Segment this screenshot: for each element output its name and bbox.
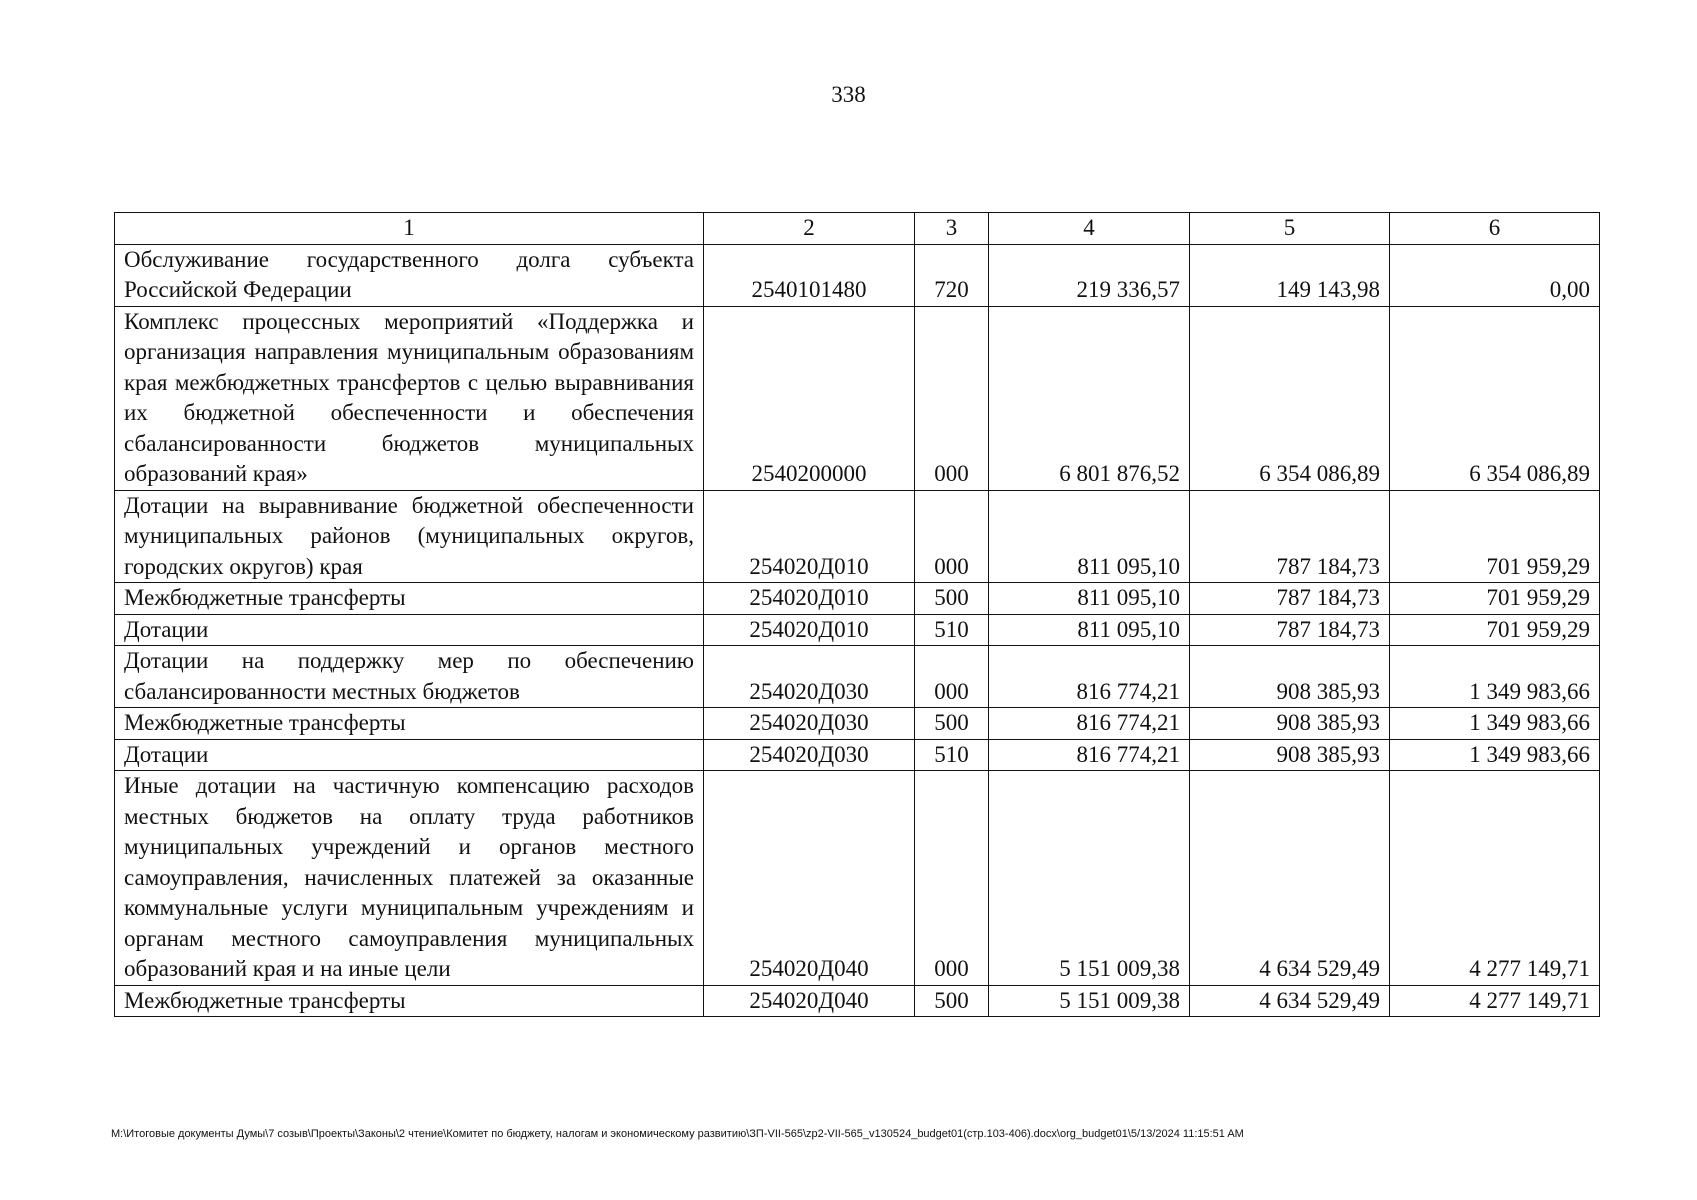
row-value-2: 4 634 529,49 — [1190, 771, 1390, 986]
row-name: Дотации на поддержку мер по обеспечению сбалансированности местных бюджетов — [115, 646, 704, 708]
table-row — [115, 614, 1600, 646]
row-value-2: 908 385,93 — [1190, 646, 1390, 708]
row-value-1: 811 095,10 — [989, 614, 1190, 646]
row-value-3: 1 349 983,66 — [1390, 739, 1600, 771]
row-value-1: 5 151 009,38 — [989, 771, 1190, 986]
row-code: 254020Д040 — [704, 985, 915, 1017]
row-type: 720 — [915, 244, 989, 306]
row-type: 000 — [915, 646, 989, 708]
row-name: Дотации на выравнивание бюджетной обеспеченности муниципальных районов (муниципальных округов, городских округов) края — [115, 490, 704, 583]
row-type: 510 — [915, 739, 989, 771]
row-value-2: 787 184,73 — [1190, 490, 1390, 583]
row-value-2: 6 354 086,89 — [1190, 306, 1390, 490]
row-value-3: 1 349 983,66 — [1390, 708, 1600, 740]
row-type: 500 — [915, 985, 989, 1017]
row-type: 500 — [915, 583, 989, 615]
row-value-1: 816 774,21 — [989, 646, 1190, 708]
header-cell-4: 4 — [989, 213, 1190, 245]
row-type: 000 — [915, 490, 989, 583]
row-code: 254020Д010 — [704, 614, 915, 646]
row-value-3: 6 354 086,89 — [1390, 306, 1600, 490]
header-cell-1: 1 — [115, 213, 704, 245]
table-row — [115, 306, 1600, 490]
row-type: 500 — [915, 708, 989, 740]
row-value-2: 908 385,93 — [1190, 739, 1390, 771]
row-name: Дотации — [115, 739, 704, 771]
row-code: 254020Д010 — [704, 490, 915, 583]
row-value-3: 0,00 — [1390, 244, 1600, 306]
row-value-1: 811 095,10 — [989, 583, 1190, 615]
row-value-1: 5 151 009,38 — [989, 985, 1190, 1017]
budget-table — [114, 212, 1600, 1017]
row-name: Межбюджетные трансферты — [115, 985, 704, 1017]
row-code: 254020Д010 — [704, 583, 915, 615]
table-row — [115, 490, 1600, 583]
page-number: 338 — [831, 82, 866, 107]
row-name: Иные дотации на частичную компенсацию расходов местных бюджетов на оплату труда работников муниципальных учреждений и органов местного самоуправления, начисленных платежей за оказанные коммунальные услуги муниципальным учреждениям и органам местного самоуправления муниципальных образований края и на иные цели — [115, 771, 704, 986]
row-value-3: 701 959,29 — [1390, 614, 1600, 646]
table-row — [115, 583, 1600, 615]
table-row — [115, 646, 1600, 708]
row-value-1: 6 801 876,52 — [989, 306, 1190, 490]
row-name: Межбюджетные трансферты — [115, 708, 704, 740]
table-row — [115, 708, 1600, 740]
header-cell-2: 2 — [704, 213, 915, 245]
row-name: Межбюджетные трансферты — [115, 583, 704, 615]
header-cell-6: 6 — [1390, 213, 1600, 245]
document-file-path: M:\Итоговые документы Думы\7 созыв\Проекты\Законы\2 чтение\Комитет по бюджету, налогам и экономическому развитию\ЗП-VII-565\zp2-VII-565_v130524_budget01(стр.103-406).docx\org_budget01\5/13/2024 11:15:51 AM — [111, 1128, 1244, 1140]
row-value-3: 4 277 149,71 — [1390, 771, 1600, 986]
row-value-1: 816 774,21 — [989, 739, 1190, 771]
row-value-3: 1 349 983,66 — [1390, 646, 1600, 708]
row-value-2: 908 385,93 — [1190, 708, 1390, 740]
row-type: 510 — [915, 614, 989, 646]
header-cell-3: 3 — [915, 213, 989, 245]
table-row — [115, 985, 1600, 1017]
row-value-2: 787 184,73 — [1190, 583, 1390, 615]
table-row — [115, 244, 1600, 306]
row-name: Обслуживание государственного долга субъекта Российской Федерации — [115, 244, 704, 306]
header-cell-5: 5 — [1190, 213, 1390, 245]
row-type: 000 — [915, 771, 989, 986]
row-value-1: 816 774,21 — [989, 708, 1190, 740]
table-row — [115, 739, 1600, 771]
row-code: 2540101480 — [704, 244, 915, 306]
table-row — [115, 771, 1600, 986]
row-code: 254020Д030 — [704, 646, 915, 708]
row-code: 254020Д030 — [704, 739, 915, 771]
row-value-3: 701 959,29 — [1390, 490, 1600, 583]
row-value-2: 149 143,98 — [1190, 244, 1390, 306]
row-value-3: 701 959,29 — [1390, 583, 1600, 615]
row-type: 000 — [915, 306, 989, 490]
row-value-3: 4 277 149,71 — [1390, 985, 1600, 1017]
row-code: 254020Д040 — [704, 771, 915, 986]
header-row — [115, 213, 1600, 245]
row-code: 2540200000 — [704, 306, 915, 490]
row-code: 254020Д030 — [704, 708, 915, 740]
row-name: Комплекс процессных мероприятий «Поддержка и организация направления муниципальным образованиям края межбюджетных трансфертов с целью выравнивания их бюджетной обеспеченности и обеспечения сбалансированности бюджетов муниципальных образований края» — [115, 306, 704, 490]
row-value-1: 811 095,10 — [989, 490, 1190, 583]
row-value-2: 787 184,73 — [1190, 614, 1390, 646]
row-value-1: 219 336,57 — [989, 244, 1190, 306]
row-value-2: 4 634 529,49 — [1190, 985, 1390, 1017]
row-name: Дотации — [115, 614, 704, 646]
